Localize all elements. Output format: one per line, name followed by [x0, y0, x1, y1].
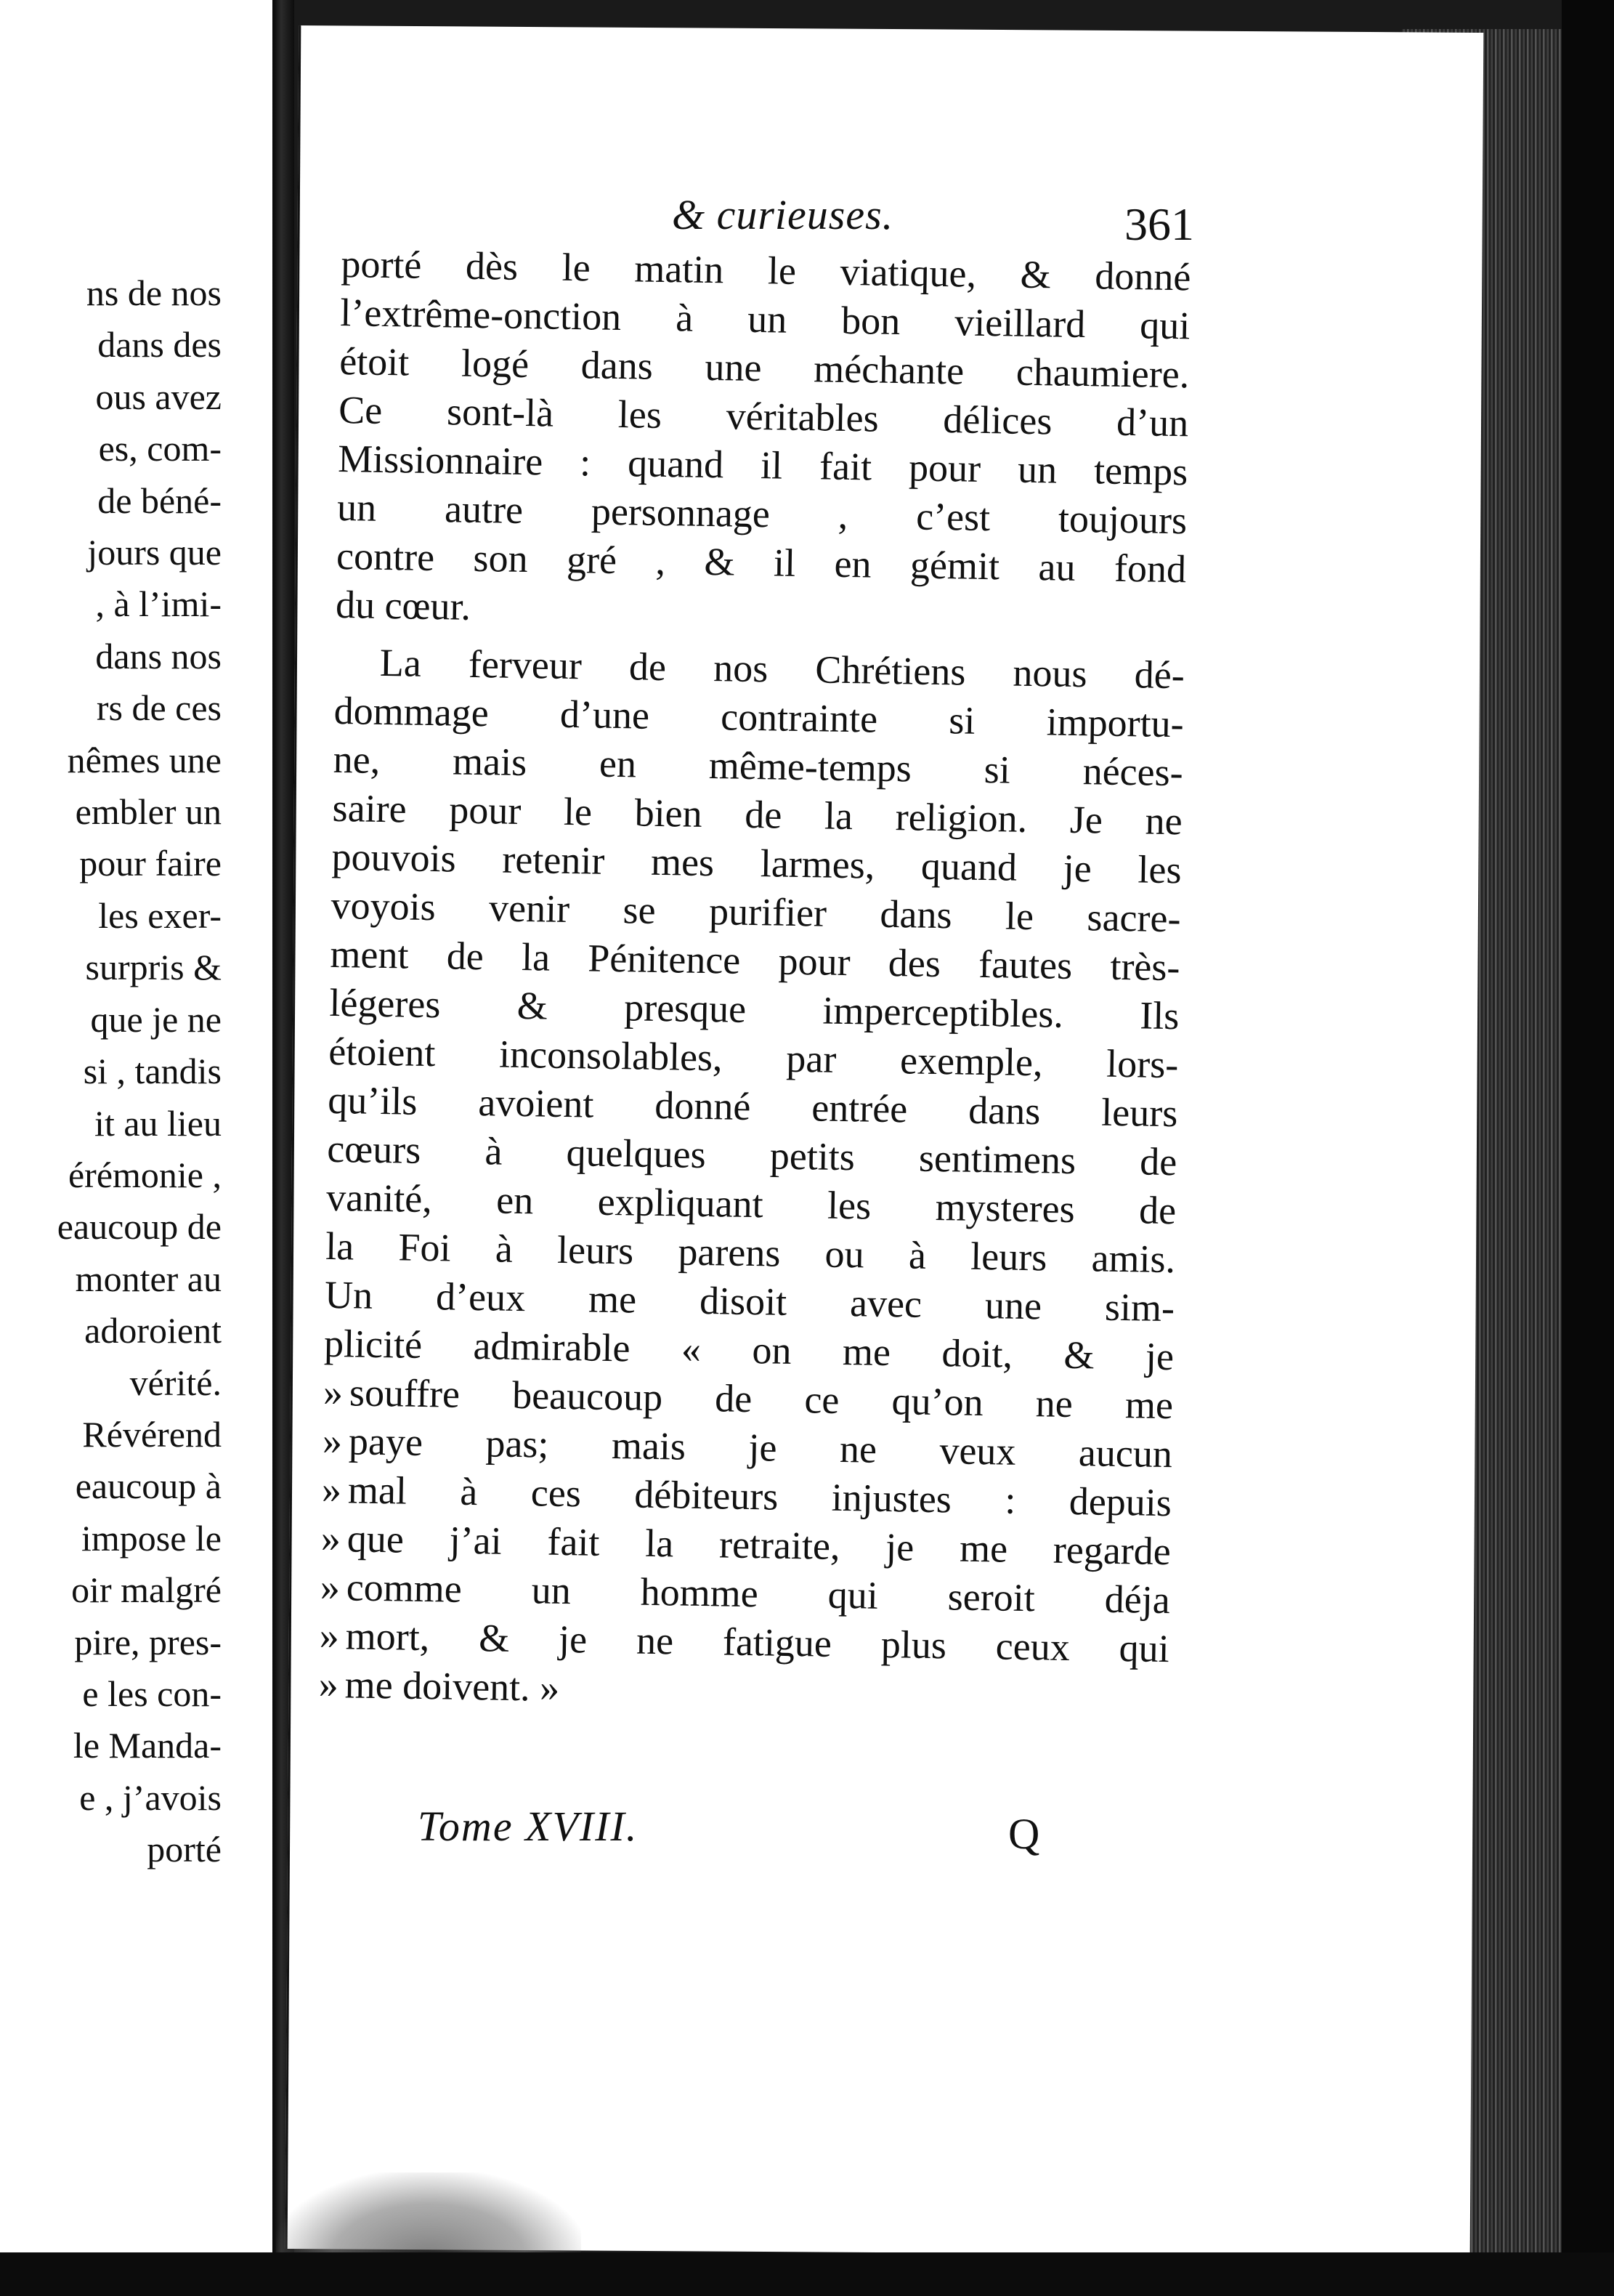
text-line: pour faire [79, 843, 222, 884]
text-line: ne, mais en même-temps si néces- [333, 737, 1184, 795]
text-line: ns de nos [86, 272, 222, 313]
text-line: si , tandis [83, 1051, 222, 1092]
quote-mark: » [319, 1613, 340, 1658]
text-line: les exer- [98, 894, 222, 936]
footer-volume [418, 1802, 638, 1851]
text-line: jours que [87, 532, 222, 573]
text-line: La ferveur de nos Chrétiens nous dé- [379, 640, 1185, 698]
text-line: e les con- [82, 1673, 222, 1714]
quotation-block [318, 1368, 1173, 1722]
text-line: voyois venir se purifier dans le sacre- [330, 883, 1181, 941]
quote-text: comme un homme qui seroit déja [346, 1565, 1171, 1622]
text-line: e , j’avois [79, 1776, 222, 1818]
quote-mark: » [320, 1516, 341, 1561]
text-line: dommage d’une contrainte si importu- [333, 688, 1185, 746]
text-line: embler un [75, 791, 222, 833]
text-line: ous avez [95, 376, 222, 417]
text-line: qu’ils avoient donné entrée dans leurs [327, 1078, 1178, 1136]
text-line: cœurs à quelques petits sentimens de [326, 1126, 1177, 1184]
text-line: l’extrême-onction à un bon vieillard qui [339, 290, 1191, 348]
text-line: plicité admirable « on me doit, & je [323, 1321, 1175, 1379]
paragraph-1 [336, 240, 1191, 642]
text-line: contre son gré , & il en gémit au fond [336, 533, 1187, 591]
quote-mark: » [318, 1662, 339, 1707]
quote-mark: » [320, 1564, 341, 1609]
quote-text: que j’ai fait la retraite, je me regarde [346, 1516, 1172, 1574]
page-edges-shadow [1562, 0, 1614, 2296]
text-line: porté dès le matin le viatique, & donné [341, 241, 1191, 299]
quote-mark: » [323, 1370, 344, 1415]
text-line: rs de ces [96, 687, 222, 729]
left-page [0, 0, 277, 2296]
text-line: dans des [97, 324, 222, 365]
quote-mark: » [321, 1467, 342, 1512]
text-line: nêmes une [67, 739, 222, 780]
quote-mark: » [322, 1418, 343, 1463]
text-line: porté [147, 1829, 222, 1870]
signature-mark: Q [1008, 1810, 1040, 1858]
text-line: légeres & presque imperceptibles. Ils [329, 980, 1180, 1038]
text-line: vanité, en expliquant les mysteres de [325, 1175, 1177, 1233]
text-line: es, com- [98, 428, 222, 469]
text-line: surpris & [85, 947, 222, 988]
text-line: le Manda- [73, 1725, 222, 1766]
body-text [318, 240, 1191, 1722]
text-line: étoit logé dans une méchante chaumiere. [338, 339, 1190, 397]
text-line: saire pour le bien de la religion. Je ne [332, 785, 1183, 844]
text-line: étoient inconsolables, par exemple, lors- [328, 1029, 1179, 1087]
bottom-shadow [0, 2252, 1614, 2296]
text-line: monter au [75, 1258, 222, 1299]
text-line: un autre personnage , c’est toujours [336, 485, 1188, 543]
quote-text: souffre beaucoup de ce qu’on ne me [349, 1370, 1174, 1428]
running-header [672, 190, 893, 239]
text-line: vérité. [129, 1362, 222, 1403]
paragraph-2 [324, 638, 1185, 1381]
text-line: pouvois retenir mes larmes, quand je les [331, 834, 1182, 892]
text-line: que je ne [90, 998, 222, 1040]
text-line: eaucoup de [57, 1206, 222, 1248]
text-line: pire, pres- [74, 1621, 222, 1662]
text-line: impose le [81, 1517, 222, 1559]
text-line: Ce sont-là les véritables délices d’un [338, 387, 1189, 445]
text-line: Missionnaire : quand il fait pour un temps [337, 436, 1188, 494]
text-line: dans nos [95, 635, 222, 676]
quote-text: me doivent. » [344, 1662, 560, 1710]
page-number: 361 [1124, 198, 1194, 250]
text-line: érémonie , [68, 1154, 222, 1195]
text-line: eaucoup à [75, 1466, 222, 1507]
running-header-title: & curieuses. [672, 191, 894, 238]
text-line: ment de la Pénitence pour des fautes très- [330, 931, 1180, 990]
quote-text: mort, & je ne fatigue plus ceux qui [345, 1614, 1170, 1671]
text-line: , à l’imi- [95, 583, 222, 625]
text-line: Révérend [82, 1413, 222, 1455]
text-line: la Foi à leurs parens ou à leurs amis. [325, 1224, 1176, 1282]
text-line: oir malgré [71, 1569, 222, 1611]
text-line: it au lieu [94, 1102, 222, 1144]
quote-text: paye pas; mais je ne veux aucun [348, 1419, 1173, 1476]
text-line: de béné- [97, 480, 222, 521]
footer-volume-label: Tome XVIII. [418, 1803, 638, 1850]
left-page-text [0, 267, 222, 1876]
text-line: adoroient [84, 1310, 222, 1351]
text-line: Un d’eux me disoit avec une sim- [324, 1272, 1175, 1330]
text-line: du cœur. [335, 582, 471, 628]
quote-text: mal à ces débiteurs injustes : depuis [347, 1468, 1172, 1525]
